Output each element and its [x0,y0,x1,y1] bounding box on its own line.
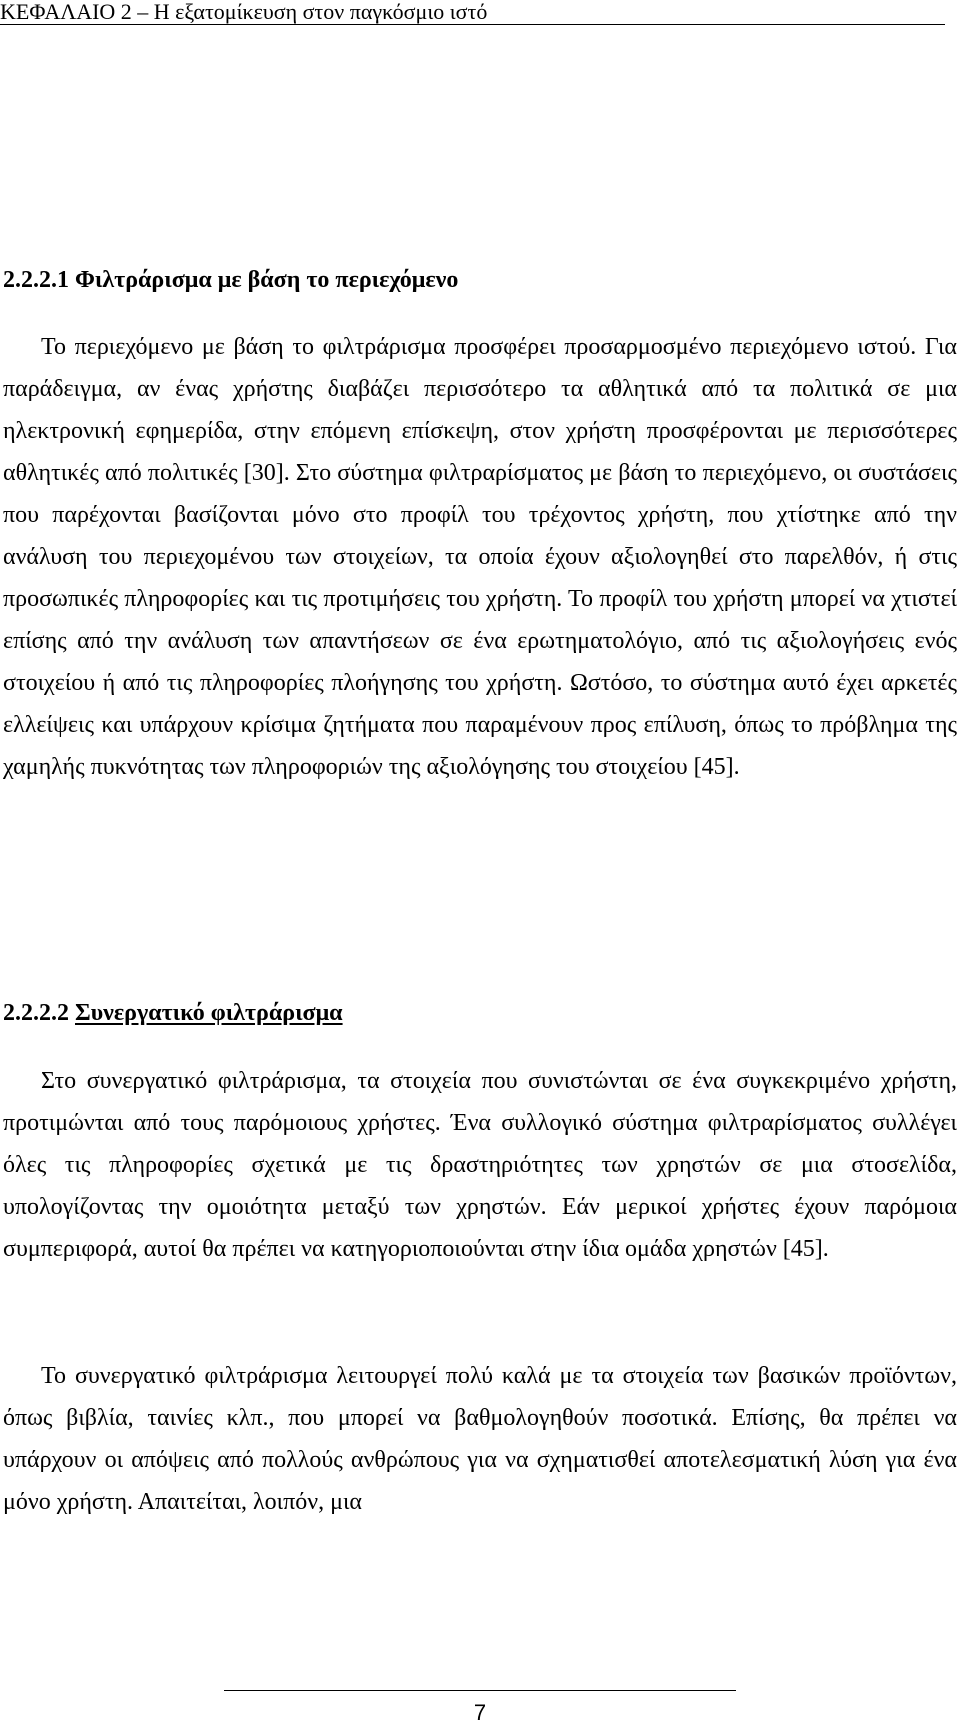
section-title: Φιλτράρισμα με βάση το περιεχόμενο [75,267,459,293]
section-number: 2.2.2.2 [3,1000,69,1026]
section-number: 2.2.2.1 [3,267,69,293]
section-title: Συνεργατικό φιλτράρισμα [75,1000,343,1026]
footer-rule [224,1690,736,1691]
page-number: 7 [473,1700,487,1725]
chapter-header-text: ΚΕΦΑΛΑΙΟ 2 – Η εξατομίκευση στον παγκόσμιο ιστό [0,0,488,24]
section-heading-2-2-2-1 [3,267,458,294]
section-heading-2-2-2-2 [3,1000,343,1027]
paragraph-collaborative-filtering-continued: Το συνεργατικό φιλτράρισμα λειτουργεί πολύ καλά με τα στοιχεία των βασικών προϊόντων, όπως βιβλία, ταινίες κλπ., που μπορεί να βαθμολογηθούν ποσοτικά. Επίσης, θα πρέπει να υπάρχουν οι απόψεις από πολλούς ανθρώπους για να σχηματισθεί αποτελεσματική λύση για ένα μόνο χρήστη. Απαιτείται, λοιπόν, μια [3,1363,957,1515]
paragraph-collaborative-filtering: Στο συνεργατικό φιλτράρισμα, τα στοιχεία που συνιστώνται σε ένα συγκεκριμένο χρήστη, προτιμώνται από τους παρόμοιους χρήστες. Ένα συλλογικό σύστημα φιλτραρίσματος συλλέγει όλες τις πληροφορίες σχετικά με τις δραστηριότητες των χρηστών σε μια στοσελίδα, υπολογίζοντας την ομοιότητα μεταξύ των χρηστών. Εάν μερικοί χρήστες έχουν παρόμοια συμπεριφορά, αυτοί θα πρέπει να κατηγοριοποιούνται στην ίδια ομάδα χρηστών [45]. [3,1068,957,1262]
paragraph-content-filtering: Το περιεχόμενο με βάση το φιλτράρισμα προσφέρει προσαρμοσμένο περιεχόμενο ιστού. Για παράδειγμα, αν ένας χρήστης διαβάζει περισσότερο τα αθλητικά από τα πολιτικά σε μια ηλεκτρονική εφημερίδα, στην επόμενη επίσκεψη, στον χρήστη προσφέρονται με περισσότερες αθλητικές από πολιτικές [30]. Στο σύστημα φιλτραρίσματος με βάση το περιεχόμενο, οι συστάσεις που παρέχονται βασίζονται μόνο στο προφίλ του τρέχοντος χρήστη, που χτίστηκε από την ανάλυση του περιεχομένου των στοιχείων, τα οποία έχουν αξιολογηθεί στο παρελθόν, ή στις προσωπικές πληροφορίες και τις προτιμήσεις του χρήστη. Το προφίλ του χρήστη μπορεί να χτιστεί επίσης από την ανάλυση των απαντήσεων σε ένα ερωτηματολόγιο, από τις αξιολογήσεις ενός στοιχείου ή από τις πληροφορίες πλοήγησης του χρήστη. Ωστόσο, το σύστημα αυτό έχει αρκετές ελλείψεις και υπάρχουν κρίσιμα ζητήματα που παραμένουν προς επίλυση, όπως το πρόβλημα της χαμηλής πυκνότητας των πληροφοριών της αξιολόγησης του στοιχείου [45]. [3,334,957,780]
chapter-header [0,0,945,25]
